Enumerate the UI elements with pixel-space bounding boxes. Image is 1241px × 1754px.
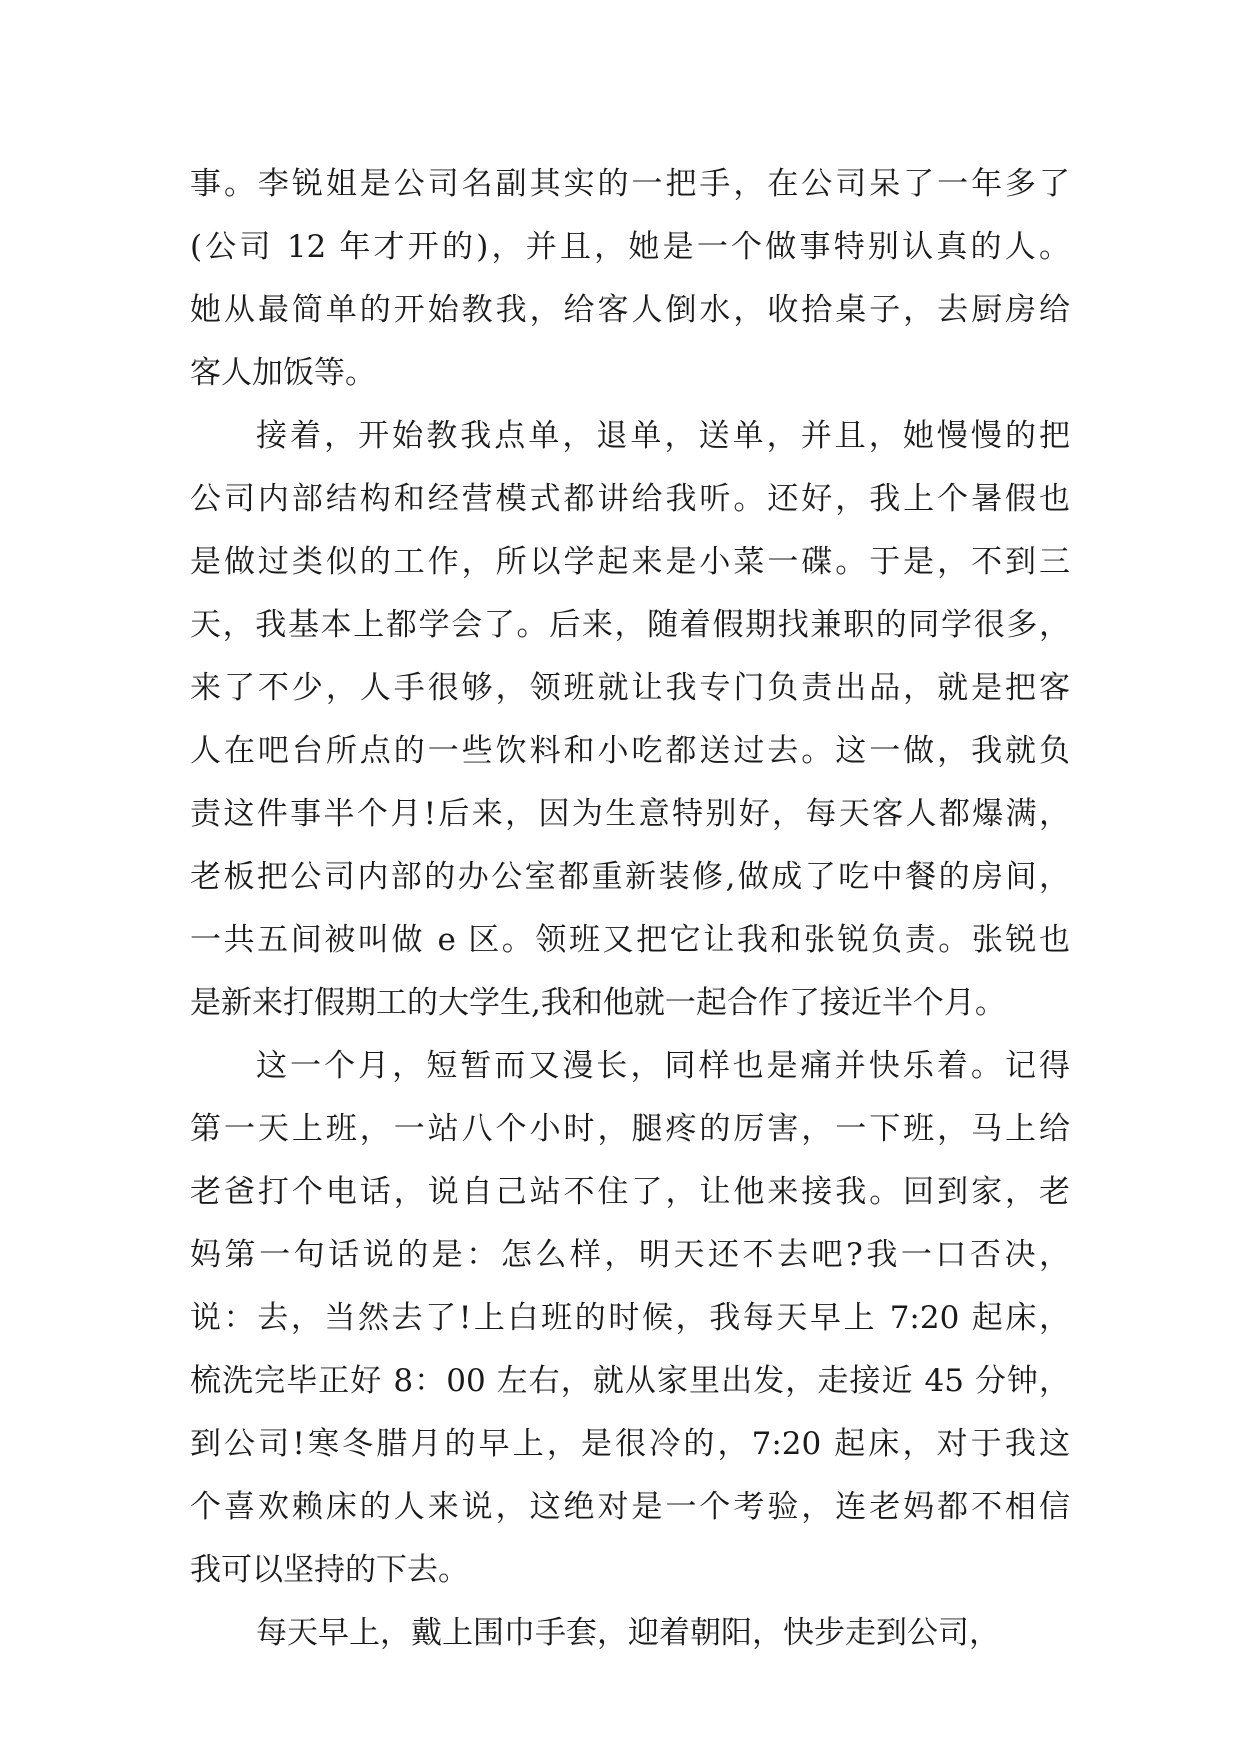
text-line: 妈第一句话说的是：怎么样，明天还不去吧?我一口否决， — [190, 1237, 1070, 1273]
paragraph-first-line: 每天早上，戴上围巾手套，迎着朝阳，快步走到公司， — [256, 1615, 1000, 1651]
text-line: 梳洗完毕正好 8：00 左右，就从家里出发，走接近 45 分钟， — [190, 1363, 1070, 1399]
text-line: 客人加饭等。 — [190, 355, 376, 391]
text-line: 我可以坚持的下去。 — [190, 1552, 469, 1588]
text-line: 事。李锐姐是公司名副其实的一把手，在公司呆了一年多了 — [190, 166, 1070, 202]
text-line: (公司 12 年才开的)，并且，她是一个做事特别认真的人。 — [190, 229, 1070, 265]
text-line: 天，我基本上都学会了。后来，随着假期找兼职的同学很多， — [190, 607, 1070, 643]
text-line: 来了不少，人手很够，领班就让我专门负责出品，就是把客 — [190, 670, 1070, 706]
text-line: 她从最简单的开始教我，给客人倒水，收拾桌子，去厨房给 — [190, 292, 1070, 328]
text-line: 老爸打个电话，说自己站不住了，让他来接我。回到家，老 — [190, 1174, 1070, 1210]
text-line: 公司内部结构和经营模式都讲给我听。还好，我上个暑假也 — [190, 481, 1070, 517]
text-line: 一共五间被叫做 e 区。领班又把它让我和张锐负责。张锐也 — [190, 922, 1070, 958]
body-text — [190, 153, 1070, 1665]
text-line: 说：去，当然去了!上白班的时候，我每天早上 7:20 起床， — [190, 1300, 1070, 1336]
text-line: 责这件事半个月!后来，因为生意特别好，每天客人都爆满， — [190, 796, 1070, 832]
text-line: 到公司!寒冬腊月的早上，是很冷的，7:20 起床，对于我这 — [190, 1426, 1070, 1462]
text-line: 个喜欢赖床的人来说，这绝对是一个考验，连老妈都不相信 — [190, 1489, 1070, 1525]
text-line: 是新来打假期工的大学生,我和他就一起合作了接近半个月。 — [190, 985, 1006, 1021]
paragraph-first-line: 这一个月，短暂而又漫长，同样也是痛并快乐着。记得 — [256, 1048, 1070, 1084]
text-line: 人在吧台所点的一些饮料和小吃都送过去。这一做，我就负 — [190, 733, 1070, 769]
text-line: 老板把公司内部的办公室都重新装修,做成了吃中餐的房间， — [190, 859, 1070, 895]
paragraph-first-line: 接着，开始教我点单，退单，送单，并且，她慢慢的把 — [256, 418, 1070, 454]
text-line: 是做过类似的工作，所以学起来是小菜一碟。于是，不到三 — [190, 544, 1070, 580]
text-line: 第一天上班，一站八个小时，腿疼的厉害，一下班，马上给 — [190, 1111, 1070, 1147]
